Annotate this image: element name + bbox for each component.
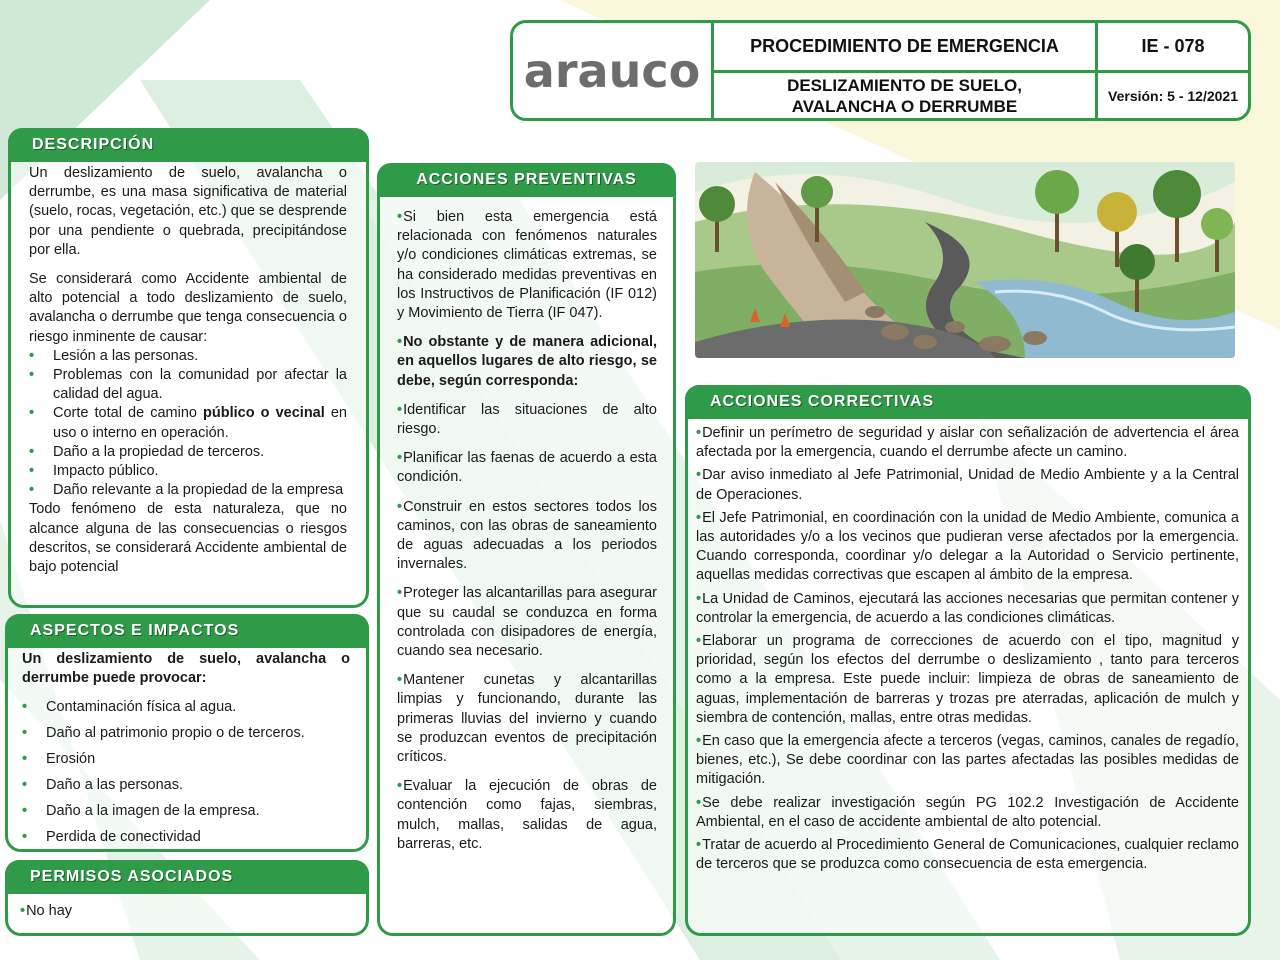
corrective-text: El Jefe Patrimonial, en coordinación con la unidad de Medio Ambiente, comunica a las autoridades y/o a los vecinos que pudieran verse afectados por la emergencia. Cuando corresponda, coordinar y/o delegar a la Autoridad o Servicio pertinente, aquellas medidas correctivas que escapen al ámbito de la empresa. bbox=[696, 509, 1239, 584]
list-item bbox=[29, 462, 347, 481]
version-label: Versión: 5 - 12/2021 bbox=[1108, 87, 1238, 104]
bullet-icon: • bbox=[696, 733, 702, 750]
corrective-text: Definir un perímetro de seguridad y aislar con señalización de advertencia el área afectada por la emergencia, cuando el derrumbe afecte un camino. bbox=[696, 425, 1239, 461]
list-item-text: Daño relevante a la propiedad de la empresa bbox=[53, 482, 344, 499]
aspectos-intro: Un deslizamiento de suelo, avalancha o derrumbe puede provocar: bbox=[22, 651, 350, 687]
permisos-body bbox=[20, 902, 350, 921]
permiso-item: No hay bbox=[26, 903, 73, 919]
bullet-icon: • bbox=[397, 585, 403, 602]
subtitle-line: DESLIZAMIENTO DE SUELO, bbox=[787, 75, 1022, 95]
list-item-text: Contaminación física al agua. bbox=[46, 699, 237, 716]
corrective-text: La Unidad de Caminos, ejecutará las acciones necesarias que permitan contener y controlar la emergencia, de acuerdo a las condiciones climáticas. bbox=[696, 590, 1239, 626]
aspectos-body bbox=[22, 650, 350, 850]
preventive-text: Construir en estos sectores todos los caminos, con las obras de saneamiento de aguas adecuadas a los periodos invernales. bbox=[397, 498, 657, 573]
bullet-icon: • bbox=[29, 463, 35, 480]
preventive-item bbox=[397, 498, 657, 575]
preventive-item bbox=[397, 208, 657, 323]
descripcion-body bbox=[29, 164, 347, 577]
bullet-icon: • bbox=[22, 803, 28, 820]
corrective-item bbox=[696, 466, 1239, 504]
preventive-text: Mantener cunetas y alcantarillas limpias y funcionando, durante las primeras lluvias del invierno y cuando se produzcan eventos de precipitación críticos. bbox=[397, 672, 657, 766]
arauco-logo: arauco bbox=[523, 43, 701, 98]
landslide-drawing bbox=[695, 162, 1235, 358]
corrective-text: Dar aviso inmediato al Jefe Patrimonial, Unidad de Medio Ambiente y a la Central de Operaciones. bbox=[696, 467, 1239, 503]
preventive-text: Evaluar la ejecución de obras de contención como fajas, siembras, mulch, mallas, salidas de agua, barreras, etc. bbox=[397, 778, 657, 852]
bullet-icon: • bbox=[29, 405, 35, 422]
descripcion-title: DESCRIPCIÓN bbox=[8, 128, 369, 162]
consequences-list bbox=[29, 347, 347, 501]
bullet-icon: • bbox=[29, 367, 35, 384]
bullet-icon: • bbox=[397, 778, 403, 795]
bullet-icon: • bbox=[397, 450, 403, 467]
list-item bbox=[22, 798, 350, 824]
bullet-icon: • bbox=[22, 725, 28, 742]
corrective-item bbox=[696, 590, 1239, 628]
bullet-icon: • bbox=[397, 672, 403, 689]
bullet-icon: • bbox=[20, 903, 26, 919]
preventivas-title: ACCIONES PREVENTIVAS bbox=[377, 163, 676, 197]
bullet-icon: • bbox=[696, 794, 702, 811]
descripcion-paragraph: Se considerará como Accidente ambiental de alto potencial a todo deslizamiento de suelo, avalancha o derrumbe que tenga consecuencia o riesgo inminente de causar: bbox=[29, 271, 347, 345]
list-item bbox=[29, 404, 347, 442]
bullet-icon: • bbox=[29, 482, 35, 499]
bullet-icon: • bbox=[696, 590, 702, 607]
procedure-code: IE - 078 bbox=[1141, 36, 1205, 56]
list-item bbox=[29, 481, 347, 500]
corrective-item bbox=[696, 732, 1239, 790]
bullet-icon: • bbox=[696, 467, 702, 484]
corrective-item bbox=[696, 424, 1239, 462]
list-item-text: Lesión a las personas. bbox=[53, 347, 199, 364]
bullet-icon: • bbox=[696, 633, 702, 650]
list-item-text: Perdida de conectividad bbox=[46, 829, 201, 846]
preventive-item bbox=[397, 584, 657, 661]
procedure-subtitle bbox=[714, 73, 1095, 118]
bullet-icon: • bbox=[29, 443, 35, 460]
list-item bbox=[29, 443, 347, 462]
corrective-item bbox=[696, 632, 1239, 728]
preventive-text: Proteger las alcantarillas para asegurar que su caudal se conduzca en forma controlada con disipadores de energía, cuando sea necesario. bbox=[397, 585, 657, 660]
descripcion-paragraph: Todo fenómeno de esta naturaleza, que no alcance alguna de las consecuencias o riesgos descritos, se considerará Accidente ambiental de bajo potencial bbox=[29, 501, 347, 576]
preventive-item bbox=[397, 671, 657, 767]
impacts-list bbox=[22, 694, 350, 850]
bullet-icon: • bbox=[29, 347, 35, 364]
aspectos-title: ASPECTOS E IMPACTOS bbox=[5, 614, 369, 648]
list-item-text: Daño al patrimonio propio o de terceros. bbox=[46, 725, 305, 742]
preventive-item bbox=[397, 401, 657, 439]
preventive-item bbox=[397, 777, 657, 854]
landslide-illustration bbox=[695, 162, 1235, 358]
bullet-icon: • bbox=[397, 498, 403, 515]
bullet-icon: • bbox=[22, 699, 28, 716]
document-header bbox=[510, 20, 1251, 121]
subtitle-line: AVALANCHA O DERRUMBE bbox=[791, 96, 1018, 116]
list-item bbox=[22, 824, 350, 850]
preventive-text: Si bien esta emergencia está relacionada con fenómenos naturales y/o condiciones climáticas extremas, se ha considerado medidas preventivas en los Instructivos de Planificación (IF 012) y Movimiento de Tierra (IF 047). bbox=[397, 209, 657, 322]
corrective-item bbox=[696, 509, 1239, 586]
corrective-text: Elaborar un programa de correcciones de acuerdo con el tipo, magnitud y prioridad, según los efectos del derrumbe o deslizamiento , tanto para terceros como a la empresa. Este puede incluir: limpieza de obras de saneamiento de aguas, implementación de barreras y trozas pre aterradas, aplicación de mulch y siembra de contención, mallas, entre otras medidas. bbox=[696, 633, 1239, 726]
bullet-icon: • bbox=[22, 777, 28, 794]
list-item-text: Daño a la imagen de la empresa. bbox=[46, 803, 260, 820]
preventive-text: Planificar las faenas de acuerdo a esta condición. bbox=[397, 450, 657, 486]
list-item bbox=[22, 694, 350, 720]
bullet-icon: • bbox=[397, 209, 403, 225]
list-item-text: Erosión bbox=[46, 751, 96, 768]
preventive-item bbox=[397, 449, 657, 487]
list-item bbox=[29, 366, 347, 404]
preventive-text: Identificar las situaciones de alto riesgo. bbox=[397, 401, 657, 438]
list-item bbox=[29, 347, 347, 366]
list-item-text: en uso o interno en operación. bbox=[53, 405, 347, 441]
list-item bbox=[22, 772, 350, 798]
preventive-item bbox=[397, 333, 657, 391]
list-item-text: Daño a la propiedad de terceros. bbox=[53, 443, 265, 460]
bullet-icon: • bbox=[696, 425, 702, 441]
list-item-text: Problemas con la comunidad por afectar la calidad del agua. bbox=[53, 367, 347, 403]
corrective-text: En caso que la emergencia afecte a terceros (vegas, caminos, canales de regadío, bienes, etc.), Se debe coordinar con las partes afectadas las posibles medidas de mitigación. bbox=[696, 733, 1239, 788]
corrective-text: Tratar de acuerdo al Procedimiento General de Comunicaciones, cualquier reclamo de terceros que se produzca como consecuencia de esta emergencia. bbox=[696, 837, 1239, 873]
list-item bbox=[22, 720, 350, 746]
bullet-icon: • bbox=[22, 751, 28, 768]
descripcion-paragraph: Un deslizamiento de suelo, avalancha o derrumbe, es una masa significativa de material (suelo, rocas, vegetación, etc.) que se desprende por una pendiente o quebrada, precipitándose por ella. bbox=[29, 165, 347, 258]
preventive-text: No obstante y de manera adicional, en aquellos lugares de alto riesgo, se debe, según corresponda: bbox=[397, 334, 657, 389]
bullet-icon: • bbox=[22, 829, 28, 846]
permisos-title: PERMISOS ASOCIADOS bbox=[5, 860, 369, 894]
correctivas-title: ACCIONES CORRECTIVAS bbox=[685, 385, 1251, 419]
list-item-bold: público o vecinal bbox=[203, 405, 325, 422]
bullet-icon: • bbox=[397, 401, 403, 418]
procedure-title: PROCEDIMIENTO DE EMERGENCIA bbox=[750, 36, 1059, 56]
bullet-icon: • bbox=[397, 334, 403, 351]
bullet-icon: • bbox=[696, 837, 702, 854]
list-item-text: Daño a las personas. bbox=[46, 777, 184, 794]
list-item-text: Impacto público. bbox=[53, 463, 159, 480]
correctivas-body bbox=[696, 424, 1239, 874]
corrective-item bbox=[696, 836, 1239, 874]
list-item-text: Corte total de camino bbox=[53, 405, 204, 422]
bullet-icon: • bbox=[696, 509, 702, 526]
preventivas-body bbox=[397, 208, 657, 864]
corrective-text: Se debe realizar investigación según PG 102.2 Investigación de Accidente Ambiental, en el caso de accidente ambiental de alto potencial. bbox=[696, 794, 1239, 830]
list-item bbox=[22, 746, 350, 772]
corrective-item bbox=[696, 794, 1239, 832]
